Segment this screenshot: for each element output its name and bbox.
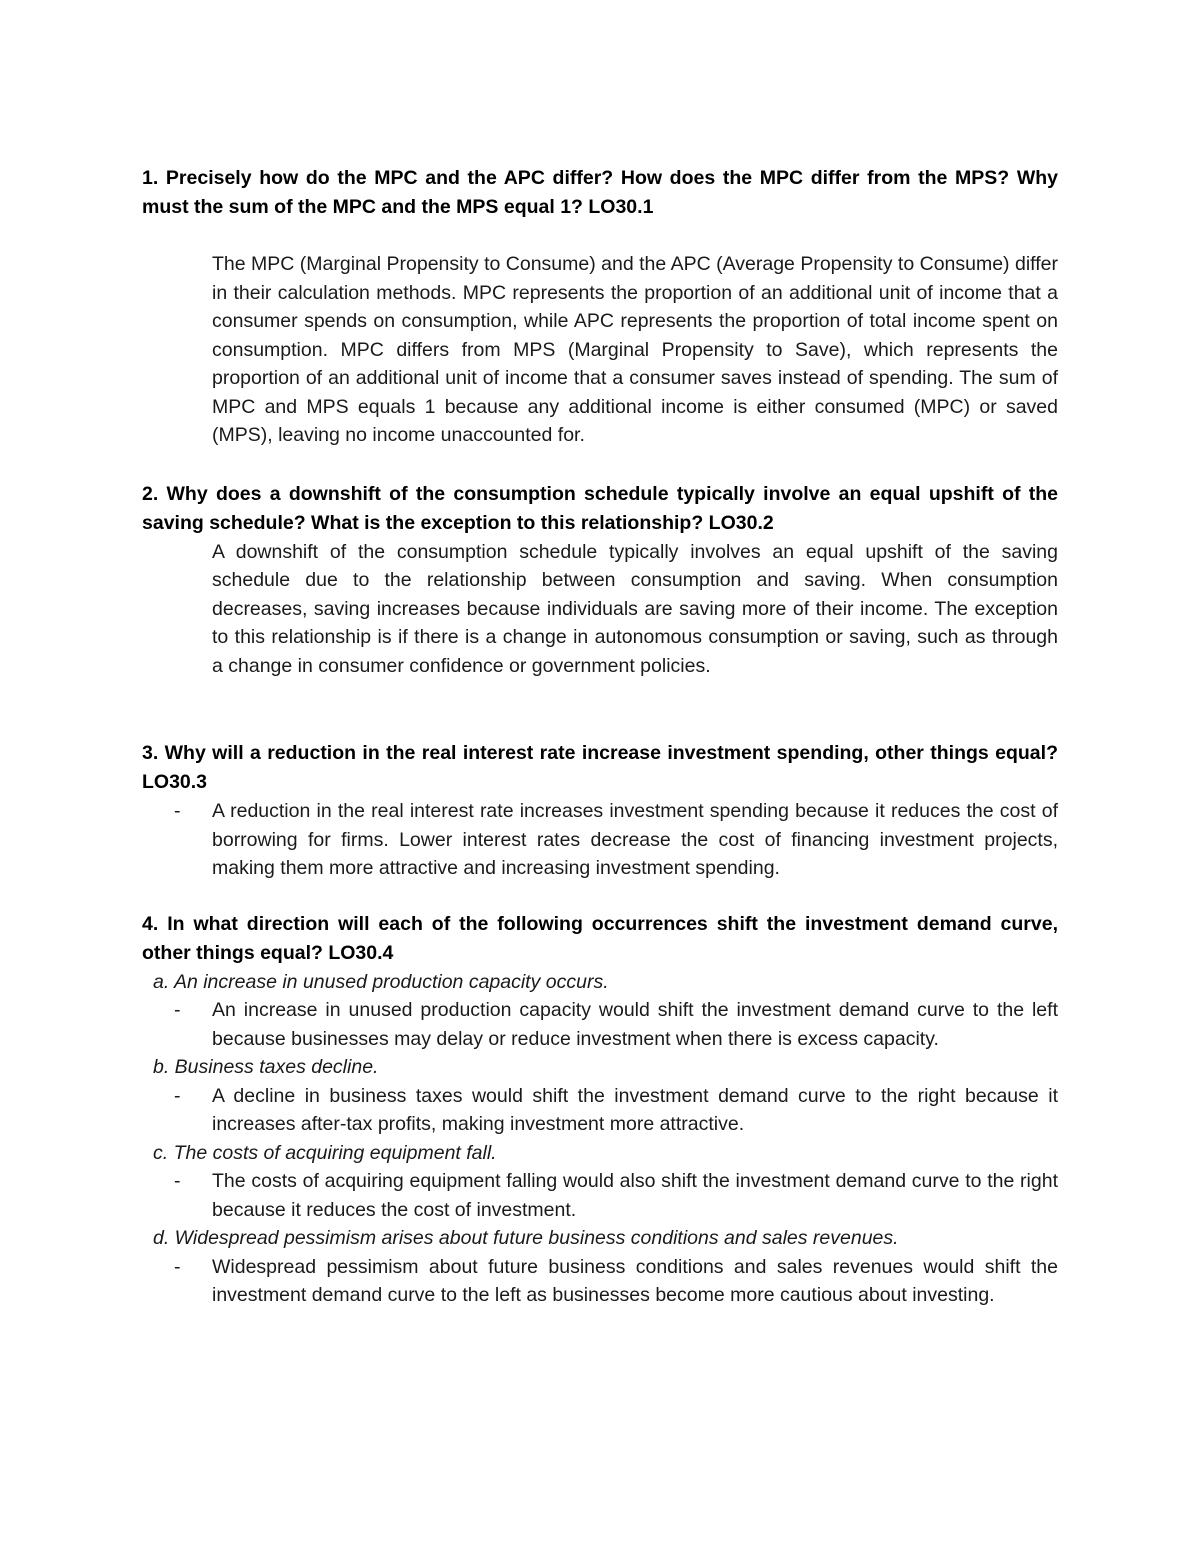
- question-4-item-a-answer-item: [174, 996, 1058, 1053]
- question-2-heading: 2. Why does a downshift of the consumption schedule typically involve an equal upshift of the saving schedule? What is the exception to this relationship? LO30.2: [142, 482, 1058, 534]
- question-3-answer-item: [174, 797, 1058, 883]
- document-page: [142, 164, 1058, 1310]
- question-4-item-c-label: c. The costs of acquiring equipment fall.: [153, 1141, 497, 1164]
- question-4-item-b-answer-item: [174, 1082, 1058, 1139]
- question-4-item-d-answer: Widespread pessimism about future business conditions and sales revenues would shift the investment demand curve to the left as businesses become more cautious about investing.: [212, 1255, 1058, 1306]
- question-4-item-a-answer: An increase in unused production capacity would shift the investment demand curve to the left because businesses may delay or reduce investment when there is excess capacity.: [212, 999, 1058, 1050]
- question-4-item-d-label: d. Widespread pessimism arises about future business conditions and sales revenues.: [153, 1227, 899, 1249]
- question-4-item-d-answer-item: [174, 1253, 1058, 1310]
- question-4-item-b-label: b. Business taxes decline.: [153, 1056, 379, 1078]
- dash-bullet: -: [174, 999, 181, 1021]
- question-4-heading: 4. In what direction will each of the following occurrences shift the investment demand curve, other things equal? LO30.4: [142, 912, 1058, 964]
- dash-bullet: -: [174, 1170, 181, 1192]
- question-2-answer: A downshift of the consumption schedule typically involves an equal upshift of the saving schedule due to the relationship between consumption and saving. When consumption decreases, saving increases because individuals are saving more of their income. The exception to this relationship is if there is a change in autonomous consumption or saving, such as through a change in consumer confidence or government policies.: [212, 540, 1058, 677]
- question-4-item-a-label: a. An increase in unused production capacity occurs.: [153, 970, 609, 993]
- dash-bullet: -: [174, 1084, 181, 1107]
- question-4-item-c-answer-item: [174, 1167, 1058, 1224]
- question-1-answer: The MPC (Marginal Propensity to Consume) and the APC (Average Propensity to Consume) differ in their calculation methods. MPC represents the proportion of an additional unit of income that a consumer spends on consumption, while APC represents the proportion of total income spent on consumption. MPC differs from MPS (Marginal Propensity to Save), which represents the proportion of an additional unit of income that a consumer saves instead of spending. The sum of MPC and MPS equals 1 because any additional income is either consumed (MPC) or saved (MPS), leaving no income unaccounted for.: [212, 253, 1058, 446]
- question-3-heading: 3. Why will a reduction in the real interest rate increase investment spending, other things equal? LO30.3: [142, 742, 1058, 793]
- question-4-item-c-answer: The costs of acquiring equipment falling would also shift the investment demand curve to the right because it reduces the cost of investment.: [212, 1170, 1058, 1221]
- question-4-item-b-answer: A decline in business taxes would shift the investment demand curve to the right because it increases after-tax profits, making investment more attractive.: [212, 1084, 1058, 1135]
- dash-bullet: -: [174, 1255, 181, 1278]
- question-3-answer: A reduction in the real interest rate increases investment spending because it reduces the cost of borrowing for firms. Lower interest rates decrease the cost of financing investment projects, making them more attractive and increasing investment spending.: [212, 800, 1058, 879]
- dash-bullet: -: [174, 800, 181, 822]
- question-1-heading: 1. Precisely how do the MPC and the APC differ? How does the MPC differ from the MPS? Why must the sum of the MPC and the MPS equal 1? LO30.1: [142, 167, 1058, 218]
